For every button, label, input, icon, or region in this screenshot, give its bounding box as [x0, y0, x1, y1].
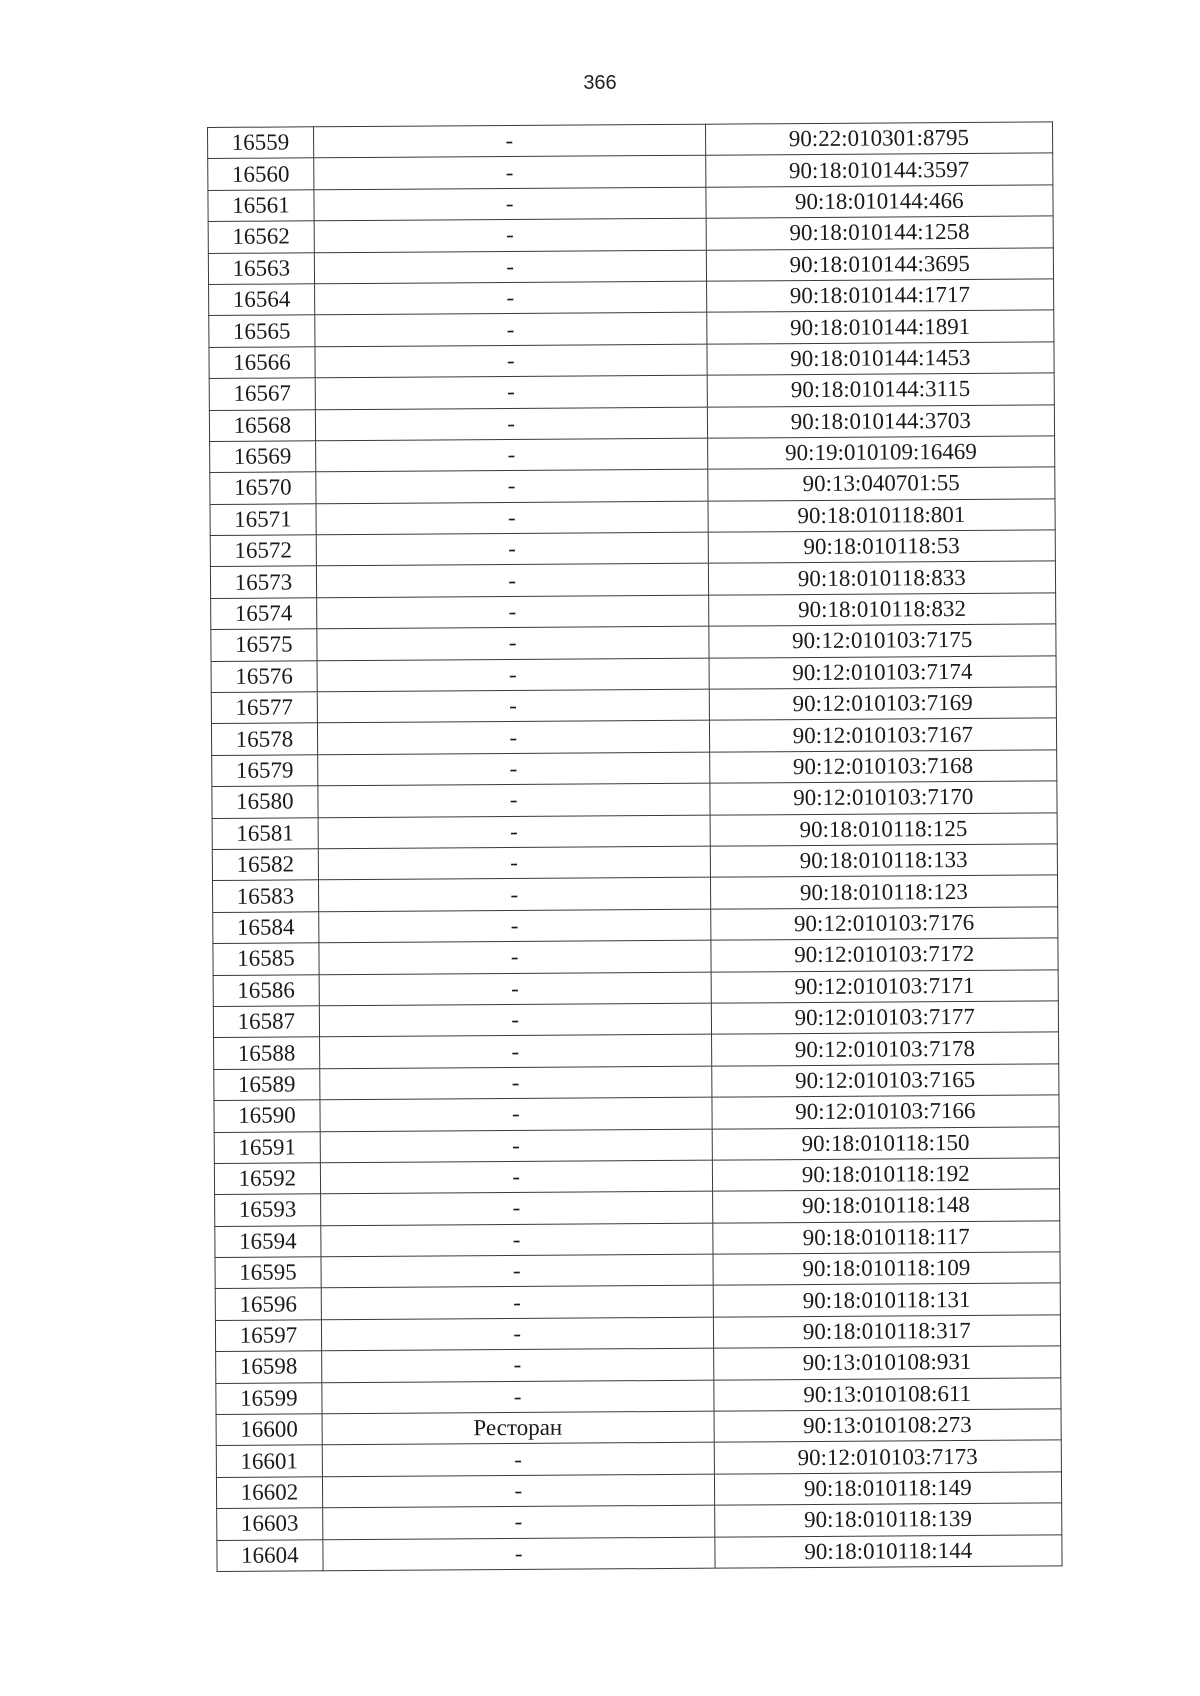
cadastral-number-cell: 90:18:010118:144 — [714, 1534, 1062, 1568]
row-number-cell: 16604 — [217, 1539, 323, 1571]
object-name-cell: - — [318, 878, 710, 912]
table-row — [208, 122, 1053, 159]
row-number-cell: 16599 — [216, 1382, 322, 1414]
cadastral-number-cell: 90:13:040701:55 — [707, 467, 1055, 501]
cadastral-number-cell: 90:18:010118:148 — [712, 1189, 1060, 1223]
row-number-cell: 16566 — [209, 347, 315, 379]
table-row — [209, 373, 1054, 410]
table-row — [213, 938, 1058, 975]
table-row — [216, 1440, 1061, 1477]
cadastral-number-cell: 90:18:010118:123 — [710, 875, 1058, 909]
table-row — [214, 1158, 1059, 1195]
cadastral-number-cell: 90:18:010118:149 — [714, 1472, 1062, 1506]
row-number-cell: 16565 — [209, 315, 315, 347]
table-row — [211, 718, 1056, 755]
table-row — [208, 185, 1053, 222]
object-name-cell: - — [315, 313, 707, 347]
cadastral-number-cell: 90:18:010118:133 — [710, 844, 1058, 878]
table-row — [212, 875, 1057, 912]
row-number-cell: 16598 — [216, 1351, 322, 1383]
table-row — [212, 781, 1057, 818]
table-row — [215, 1283, 1060, 1320]
cadastral-number-cell: 90:18:010118:117 — [712, 1221, 1060, 1255]
cadastral-number-cell: 90:12:010103:7168 — [709, 750, 1057, 784]
cadastral-number-cell: 90:18:010118:150 — [712, 1126, 1060, 1160]
object-name-cell: - — [316, 469, 708, 503]
row-number-cell: 16559 — [208, 127, 314, 159]
row-number-cell: 16570 — [210, 472, 316, 504]
row-number-cell: 16589 — [214, 1068, 320, 1100]
object-name-cell: - — [314, 281, 706, 315]
table-row — [214, 1095, 1059, 1132]
row-number-cell: 16567 — [209, 378, 315, 410]
cadastral-number-cell: 90:18:010144:1891 — [706, 310, 1054, 344]
row-number-cell: 16572 — [210, 535, 316, 567]
cadastral-number-cell: 90:12:010103:7176 — [710, 907, 1058, 941]
row-number-cell: 16591 — [214, 1131, 320, 1163]
cadastral-number-cell: 90:18:010144:3115 — [707, 373, 1055, 407]
row-number-cell: 16595 — [215, 1257, 321, 1289]
table-row — [216, 1409, 1061, 1446]
cadastral-number-cell: 90:18:010144:1717 — [706, 279, 1054, 313]
cadastral-number-cell: 90:18:010118:53 — [708, 530, 1056, 564]
cadastral-number-cell: 90:18:010118:131 — [713, 1283, 1061, 1317]
object-name-cell: - — [314, 250, 706, 284]
row-number-cell: 16596 — [215, 1288, 321, 1320]
cadastral-number-cell: 90:18:010118:192 — [712, 1158, 1060, 1192]
row-number-cell: 16568 — [209, 409, 315, 441]
object-name-cell: - — [316, 532, 708, 566]
object-name-cell: - — [319, 909, 711, 943]
object-name-cell: - — [321, 1317, 713, 1351]
cadastral-number-cell: 90:12:010103:7171 — [711, 969, 1059, 1003]
object-name-cell: - — [319, 1003, 711, 1037]
table-row — [215, 1252, 1060, 1289]
object-name-cell: - — [318, 846, 710, 880]
row-number-cell: 16603 — [217, 1508, 323, 1540]
cadastral-number-cell: 90:18:010144:3703 — [707, 404, 1055, 438]
table-row — [210, 530, 1055, 567]
row-number-cell: 16575 — [211, 629, 317, 661]
object-name-cell: - — [321, 1223, 713, 1257]
cadastral-number-cell: 90:12:010103:7167 — [709, 718, 1057, 752]
cadastral-number-cell: 90:13:010108:273 — [714, 1409, 1062, 1443]
table-row — [208, 153, 1053, 190]
object-name-cell: - — [318, 783, 710, 817]
table-row — [212, 812, 1057, 849]
row-number-cell: 16571 — [210, 503, 316, 535]
row-number-cell: 16562 — [208, 221, 314, 253]
row-number-cell: 16577 — [211, 692, 317, 724]
cadastral-number-cell: 90:19:010109:16469 — [707, 436, 1055, 470]
row-number-cell: 16574 — [211, 598, 317, 630]
table-row — [210, 436, 1055, 473]
object-name-cell: - — [315, 344, 707, 378]
cadastral-number-cell: 90:18:010118:801 — [708, 499, 1056, 533]
cadastral-number-cell: 90:13:010108:611 — [713, 1377, 1061, 1411]
row-number-cell: 16590 — [214, 1100, 320, 1132]
cadastral-number-cell: 90:18:010118:109 — [713, 1252, 1061, 1286]
object-name-cell: - — [320, 1160, 712, 1194]
table-row — [210, 467, 1055, 504]
object-name-cell: - — [323, 1537, 715, 1571]
cadastral-number-cell: 90:18:010144:3695 — [706, 247, 1054, 281]
table-row — [211, 624, 1056, 661]
row-number-cell: 16586 — [213, 974, 319, 1006]
table-row — [213, 969, 1058, 1006]
object-name-cell: - — [315, 438, 707, 472]
row-number-cell: 16576 — [211, 660, 317, 692]
object-name-cell: - — [316, 564, 708, 598]
object-name-cell: - — [321, 1254, 713, 1288]
table-row — [210, 561, 1055, 598]
cadastral-number-cell: 90:12:010103:7170 — [709, 781, 1057, 815]
cadastral-number-cell: 90:12:010103:7165 — [711, 1064, 1059, 1098]
cadastral-number-cell: 90:18:010144:3597 — [705, 153, 1053, 187]
row-number-cell: 16564 — [209, 284, 315, 316]
table-row — [217, 1503, 1062, 1540]
table-row — [217, 1534, 1062, 1571]
table-row — [215, 1189, 1060, 1226]
object-name-cell: - — [322, 1443, 714, 1477]
row-number-cell: 16563 — [208, 252, 314, 284]
cadastral-number-cell: 90:12:010103:7169 — [709, 687, 1057, 721]
object-name-cell: - — [322, 1505, 714, 1539]
object-name-cell: - — [315, 375, 707, 409]
row-number-cell: 16581 — [212, 817, 318, 849]
row-number-cell: 16597 — [215, 1320, 321, 1352]
table-row — [208, 216, 1053, 253]
cadastral-number-cell: 90:18:010118:832 — [708, 593, 1056, 627]
cadastral-number-cell: 90:12:010103:7166 — [712, 1095, 1060, 1129]
row-number-cell: 16561 — [208, 190, 314, 222]
object-name-cell: - — [313, 124, 705, 158]
table-row — [212, 750, 1057, 787]
object-name-cell: - — [320, 1097, 712, 1131]
row-number-cell: 16592 — [214, 1163, 320, 1195]
cadastral-number-cell: 90:12:010103:7174 — [709, 656, 1057, 690]
object-name-cell: - — [317, 752, 709, 786]
table-row — [210, 499, 1055, 536]
row-number-cell: 16602 — [216, 1477, 322, 1509]
row-number-cell: 16560 — [208, 158, 314, 190]
cadastral-number-cell: 90:18:010144:466 — [706, 185, 1054, 219]
cadastral-number-cell: 90:18:010118:317 — [713, 1315, 1061, 1349]
table-row — [209, 342, 1054, 379]
table-row — [213, 907, 1058, 944]
cadastral-number-cell: 90:12:010103:7177 — [711, 1001, 1059, 1035]
row-number-cell: 16579 — [212, 755, 318, 787]
table-row — [214, 1126, 1059, 1163]
object-name-cell: - — [317, 721, 709, 755]
row-number-cell: 16580 — [212, 786, 318, 818]
row-number-cell: 16593 — [215, 1194, 321, 1226]
object-name-cell: - — [317, 689, 709, 723]
object-name-cell: - — [317, 658, 709, 692]
cadastral-number-cell: 90:22:010301:8795 — [705, 122, 1053, 156]
table-row — [211, 656, 1056, 693]
cadastral-number-cell: 90:12:010103:7175 — [708, 624, 1056, 658]
table-row — [215, 1221, 1060, 1258]
cadastral-number-cell: 90:18:010118:833 — [708, 561, 1056, 595]
registry-table — [207, 121, 1063, 1572]
cadastral-number-cell: 90:12:010103:7178 — [711, 1032, 1059, 1066]
object-name-cell: - — [314, 187, 706, 221]
row-number-cell: 16583 — [212, 880, 318, 912]
table-row — [212, 844, 1057, 881]
object-name-cell: - — [321, 1348, 713, 1382]
row-number-cell: 16588 — [214, 1037, 320, 1069]
cadastral-number-cell: 90:12:010103:7172 — [710, 938, 1058, 972]
object-name-cell: - — [314, 156, 706, 190]
row-number-cell: 16594 — [215, 1225, 321, 1257]
row-number-cell: 16601 — [216, 1445, 322, 1477]
cadastral-number-cell: 90:18:010144:1453 — [707, 342, 1055, 376]
table-row — [209, 404, 1054, 441]
table-row — [208, 247, 1053, 284]
object-name-cell: - — [314, 218, 706, 252]
object-name-cell: - — [320, 1129, 712, 1163]
row-number-cell: 16573 — [210, 566, 316, 598]
object-name-cell: Ресторан — [322, 1411, 714, 1445]
object-name-cell: - — [319, 940, 711, 974]
table-row — [209, 279, 1054, 316]
cadastral-number-cell: 90:18:010118:139 — [714, 1503, 1062, 1537]
cadastral-number-cell: 90:18:010118:125 — [710, 812, 1058, 846]
row-number-cell: 16587 — [213, 1006, 319, 1038]
row-number-cell: 16585 — [213, 943, 319, 975]
object-name-cell: - — [322, 1380, 714, 1414]
object-name-cell: - — [316, 595, 708, 629]
object-name-cell: - — [315, 407, 707, 441]
cadastral-number-cell: 90:13:010108:931 — [713, 1346, 1061, 1380]
object-name-cell: - — [321, 1286, 713, 1320]
table-row — [216, 1346, 1061, 1383]
object-name-cell: - — [318, 815, 710, 849]
row-number-cell: 16584 — [213, 912, 319, 944]
table-row — [215, 1315, 1060, 1352]
row-number-cell: 16569 — [210, 441, 316, 473]
object-name-cell: - — [320, 1191, 712, 1225]
object-name-cell: - — [319, 1035, 711, 1069]
registry-table-body — [208, 122, 1063, 1572]
row-number-cell: 16578 — [211, 723, 317, 755]
row-number-cell: 16600 — [216, 1414, 322, 1446]
table-row — [214, 1064, 1059, 1101]
object-name-cell: - — [316, 501, 708, 535]
page-number: 366 — [583, 72, 617, 94]
object-name-cell: - — [320, 1066, 712, 1100]
row-number-cell: 16582 — [212, 849, 318, 881]
cadastral-number-cell: 90:12:010103:7173 — [714, 1440, 1062, 1474]
table-row — [209, 310, 1054, 347]
table-row — [216, 1472, 1061, 1509]
object-name-cell: - — [317, 626, 709, 660]
table-row — [211, 593, 1056, 630]
object-name-cell: - — [322, 1474, 714, 1508]
table-row — [216, 1377, 1061, 1414]
table-row — [213, 1001, 1058, 1038]
table-row — [211, 687, 1056, 724]
table-row — [214, 1032, 1059, 1069]
cadastral-number-cell: 90:18:010144:1258 — [706, 216, 1054, 250]
object-name-cell: - — [319, 972, 711, 1006]
